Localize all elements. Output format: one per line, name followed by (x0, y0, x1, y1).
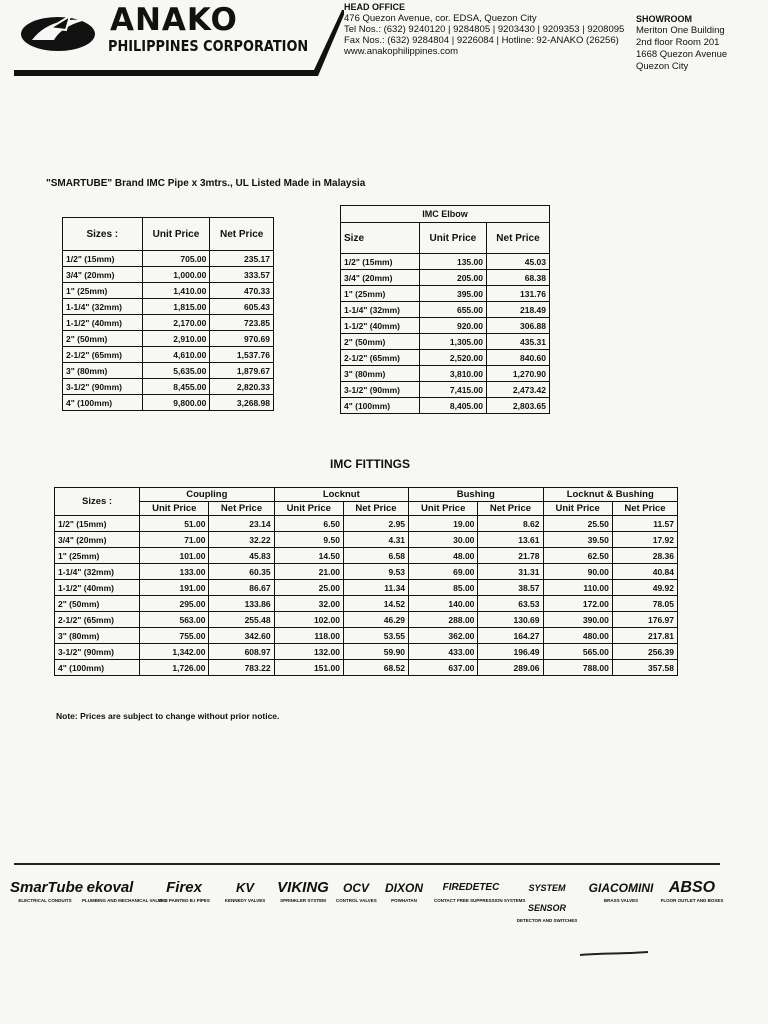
table-row (341, 366, 550, 382)
price-cell: 164.27 (478, 628, 543, 644)
brand-caption: KENNEDY VALVES (224, 898, 266, 903)
price-cell: 68.38 (486, 270, 549, 286)
smartube-title: "SMARTUBE" Brand IMC Pipe x 3mtrs., UL Listed Made in Malaysia (46, 178, 366, 189)
brand-caption: BRASS VALVES (603, 898, 639, 903)
elbow-caption: IMC Elbow (341, 206, 550, 223)
brand-caption: CONTROL VALVES (336, 898, 377, 903)
group-header: Coupling (140, 488, 274, 502)
brand-caption: SPRINKLER SYSTEM (280, 898, 326, 903)
brand-name: SYSTEM SENSOR (527, 883, 566, 913)
price-cell: 32.22 (209, 532, 274, 548)
price-cell: 605.43 (210, 299, 274, 315)
price-cell: 191.00 (140, 580, 209, 596)
price-cell: 470.33 (210, 283, 274, 299)
head-office-block (344, 2, 624, 57)
price-cell: 1,410.00 (142, 283, 210, 299)
brand-name: OCV (342, 881, 369, 895)
brand-name: Firex (166, 879, 202, 896)
size-cell: 1" (25mm) (63, 283, 143, 299)
price-cell: 45.83 (209, 548, 274, 564)
price-cell: 2,820.33 (210, 379, 274, 395)
table-row (63, 283, 274, 299)
table-row (55, 580, 678, 596)
price-cell: 71.00 (140, 532, 209, 548)
group-header: Locknut (274, 488, 408, 502)
column-header: Net Price (486, 223, 549, 254)
price-cell: 255.48 (209, 612, 274, 628)
anako-logo-icon (20, 10, 98, 54)
size-cell: 1" (25mm) (341, 286, 420, 302)
table-row (55, 596, 678, 612)
size-cell: 2" (50mm) (63, 331, 143, 347)
price-cell: 3,810.00 (419, 366, 486, 382)
table-row (55, 532, 678, 548)
column-header: Net Price (343, 502, 408, 516)
brand-logo-11 (656, 878, 728, 904)
price-cell: 13.61 (478, 532, 543, 548)
column-header: Net Price (478, 502, 543, 516)
table-row (341, 270, 550, 286)
price-cell: 11.57 (612, 516, 677, 532)
price-cell: 2,520.00 (419, 350, 486, 366)
price-cell: 205.00 (419, 270, 486, 286)
price-cell: 102.00 (274, 612, 343, 628)
column-header: Unit Price (140, 502, 209, 516)
price-cell: 565.00 (543, 644, 612, 660)
brand-logo-4 (222, 878, 268, 904)
table-row (341, 254, 550, 270)
size-cell: 2" (50mm) (55, 596, 140, 612)
price-cell: 130.69 (478, 612, 543, 628)
imc-fittings-table (54, 487, 678, 676)
size-cell: 1/2" (15mm) (341, 254, 420, 270)
table-row (55, 548, 678, 564)
size-cell: 2-1/2" (65mm) (63, 347, 143, 363)
brand-logo-7 (378, 878, 430, 904)
price-cell: 788.00 (543, 660, 612, 676)
brand-logo-9 (510, 878, 584, 924)
price-cell: 90.00 (543, 564, 612, 580)
size-cell: 2" (50mm) (341, 334, 420, 350)
column-header: Net Price (209, 502, 274, 516)
price-cell: 435.31 (486, 334, 549, 350)
brand-name: SmarTube (10, 879, 84, 896)
price-cell: 132.00 (274, 644, 343, 660)
table-row (341, 286, 550, 302)
price-cell: 755.00 (140, 628, 209, 644)
brand-caption: DETECTOR AND SWITCHES (516, 918, 578, 923)
price-cell: 21.78 (478, 548, 543, 564)
price-cell: 1,815.00 (142, 299, 210, 315)
price-cell: 39.50 (543, 532, 612, 548)
column-header: Unit Price (409, 502, 478, 516)
price-cell: 295.00 (140, 596, 209, 612)
price-cell: 176.97 (612, 612, 677, 628)
size-cell: 3-1/2" (90mm) (55, 644, 140, 660)
brand-logo-2 (82, 878, 167, 904)
price-cell: 8,455.00 (142, 379, 210, 395)
group-header: Bushing (409, 488, 543, 502)
brand-logo-5 (272, 878, 334, 904)
table-row (341, 334, 550, 350)
price-cell: 723.85 (210, 315, 274, 331)
price-cell: 69.00 (409, 564, 478, 580)
size-cell: 3/4" (20mm) (55, 532, 140, 548)
size-cell: 4" (100mm) (55, 660, 140, 676)
size-cell: 3" (80mm) (55, 628, 140, 644)
price-cell: 8,405.00 (419, 398, 486, 414)
price-cell: 655.00 (419, 302, 486, 318)
column-header: Unit Price (142, 218, 210, 251)
price-cell: 235.17 (210, 251, 274, 267)
price-cell: 333.57 (210, 267, 274, 283)
table-row (63, 267, 274, 283)
price-cell: 705.00 (142, 251, 210, 267)
price-cell: 45.03 (486, 254, 549, 270)
head-office-address: 476 Quezon Avenue, cor. EDSA, Quezon City (344, 13, 537, 24)
price-cell: 59.90 (343, 644, 408, 660)
size-cell: 1-1/2" (40mm) (341, 318, 420, 334)
brand-logo-10 (588, 878, 654, 904)
price-cell: 78.05 (612, 596, 677, 612)
price-cell: 4.31 (343, 532, 408, 548)
price-cell: 21.00 (274, 564, 343, 580)
price-cell: 7,415.00 (419, 382, 486, 398)
showroom-block (636, 13, 727, 73)
smartube-price-table (62, 217, 274, 411)
brand-name: KV (235, 880, 255, 895)
price-cell: 23.14 (209, 516, 274, 532)
price-cell: 48.00 (409, 548, 478, 564)
column-header: Size (341, 223, 420, 254)
brand-caption: RED PAINTED B.I PIPES (158, 898, 210, 903)
price-cell: 8.62 (478, 516, 543, 532)
price-cell: 2,803.65 (486, 398, 549, 414)
table-row (341, 350, 550, 366)
brand-logo-8 (434, 878, 526, 904)
showroom-line2: 2nd floor Room 201 (636, 37, 720, 48)
brand-caption: ELECTRICAL CONDUITS (18, 898, 72, 903)
price-cell: 25.50 (543, 516, 612, 532)
footer-divider (14, 863, 720, 865)
showroom-line3: 1668 Quezon Avenue (636, 49, 728, 60)
brand-logo-3 (144, 878, 224, 904)
size-cell: 1/2" (15mm) (63, 251, 143, 267)
price-cell: 6.58 (343, 548, 408, 564)
table-row (63, 395, 274, 411)
brand-name: DIXON (384, 881, 423, 895)
price-cell: 196.49 (478, 644, 543, 660)
price-cell: 920.00 (419, 318, 486, 334)
size-cell: 1" (25mm) (55, 548, 140, 564)
price-cell: 9,800.00 (142, 395, 210, 411)
brand-caption: PLUMBING AND MECHANICAL VALVES (82, 898, 167, 903)
price-cell: 101.00 (140, 548, 209, 564)
price-cell: 563.00 (140, 612, 209, 628)
price-cell: 11.34 (343, 580, 408, 596)
price-cell: 53.55 (343, 628, 408, 644)
price-cell: 395.00 (419, 286, 486, 302)
size-cell: 3/4" (20mm) (63, 267, 143, 283)
price-cell: 2,473.42 (486, 382, 549, 398)
price-cell: 1,879.67 (210, 363, 274, 379)
table-row (63, 299, 274, 315)
elbow-rows (341, 254, 550, 414)
showroom-line1: Meriton One Building (636, 25, 725, 36)
size-cell: 4" (100mm) (341, 398, 420, 414)
price-cell: 68.52 (343, 660, 408, 676)
brand-name: ekoval (86, 879, 134, 896)
brand-caption: FLOOR OUTLET AND BOXES (660, 898, 724, 903)
size-cell: 3" (80mm) (341, 366, 420, 382)
price-cell: 2,910.00 (142, 331, 210, 347)
brand-caption: POWHATAN (391, 898, 417, 903)
smartube-rows (63, 251, 274, 411)
size-cell: 3-1/2" (90mm) (63, 379, 143, 395)
price-note: Note: Prices are subject to change without prior notice. (56, 711, 280, 721)
price-cell: 1,342.00 (140, 644, 209, 660)
price-cell: 86.67 (209, 580, 274, 596)
price-cell: 62.50 (543, 548, 612, 564)
table-row (63, 251, 274, 267)
price-cell: 118.00 (274, 628, 343, 644)
price-cell: 2,170.00 (142, 315, 210, 331)
price-cell: 172.00 (543, 596, 612, 612)
table-row (63, 347, 274, 363)
brand-name: FIREDETEC (442, 882, 500, 893)
table-row (55, 660, 678, 676)
price-cell: 1,537.76 (210, 347, 274, 363)
price-cell: 217.81 (612, 628, 677, 644)
head-office-tel: Tel Nos.: (632) 9240120 | 9284805 | 9203430 | 9209353 | 9208095 (344, 24, 625, 35)
table-row (63, 331, 274, 347)
price-cell: 357.58 (612, 660, 677, 676)
table-row (341, 398, 550, 414)
price-cell: 3,268.98 (210, 395, 274, 411)
price-cell: 1,000.00 (142, 267, 210, 283)
price-cell: 17.92 (612, 532, 677, 548)
table-row (341, 382, 550, 398)
brand-name: ABSO (668, 879, 716, 896)
price-cell: 38.57 (478, 580, 543, 596)
table-row (55, 628, 678, 644)
price-cell: 19.00 (409, 516, 478, 532)
column-header: Unit Price (274, 502, 343, 516)
price-cell: 51.00 (140, 516, 209, 532)
head-office-fax: Fax Nos.: (632) 9284804 | 9226084 | Hotline: 92-ANAKO (26256) (344, 35, 619, 46)
brand-caption: CONTACT FREE SUPPRESSION SYSTEMS (434, 898, 526, 903)
price-cell: 256.39 (612, 644, 677, 660)
price-cell: 31.31 (478, 564, 543, 580)
size-cell: 3/4" (20mm) (341, 270, 420, 286)
fittings-rows (55, 516, 678, 676)
price-cell: 14.50 (274, 548, 343, 564)
imc-elbow-table (340, 205, 550, 414)
price-cell: 131.76 (486, 286, 549, 302)
table-row (341, 318, 550, 334)
price-cell: 40.84 (612, 564, 677, 580)
price-cell: 362.00 (409, 628, 478, 644)
price-cell: 1,726.00 (140, 660, 209, 676)
price-cell: 218.49 (486, 302, 549, 318)
fittings-title: IMC FITTINGS (330, 457, 410, 471)
size-cell: 4" (100mm) (63, 395, 143, 411)
price-cell: 135.00 (419, 254, 486, 270)
brand-subtitle: PHILIPPINES CORPORATION (108, 37, 309, 55)
price-cell: 433.00 (409, 644, 478, 660)
column-header: Sizes : (55, 488, 140, 516)
price-cell: 288.00 (409, 612, 478, 628)
size-cell: 1/2" (15mm) (55, 516, 140, 532)
price-cell: 110.00 (543, 580, 612, 596)
size-cell: 1-1/4" (32mm) (55, 564, 140, 580)
price-cell: 140.00 (409, 596, 478, 612)
table-row (55, 644, 678, 660)
price-cell: 306.88 (486, 318, 549, 334)
head-office-website: www.anakophilippines.com (344, 46, 459, 57)
price-cell: 25.00 (274, 580, 343, 596)
price-cell: 342.60 (209, 628, 274, 644)
size-cell: 3-1/2" (90mm) (341, 382, 420, 398)
brand-name: GIACOMINI (588, 881, 654, 895)
price-cell: 2.95 (343, 516, 408, 532)
price-cell: 151.00 (274, 660, 343, 676)
price-cell: 32.00 (274, 596, 343, 612)
column-header: Unit Price (543, 502, 612, 516)
price-cell: 133.86 (209, 596, 274, 612)
pen-mark (580, 947, 650, 959)
size-cell: 2-1/2" (65mm) (55, 612, 140, 628)
table-row (63, 363, 274, 379)
price-cell: 1,270.90 (486, 366, 549, 382)
brand-name: VIKING (277, 879, 329, 896)
price-cell: 970.69 (210, 331, 274, 347)
table-row (63, 379, 274, 395)
showroom-line4: Quezon City (636, 61, 689, 72)
price-cell: 5,635.00 (142, 363, 210, 379)
price-cell: 49.92 (612, 580, 677, 596)
price-cell: 9.50 (274, 532, 343, 548)
table-row (341, 302, 550, 318)
price-cell: 783.22 (209, 660, 274, 676)
column-header: Net Price (210, 218, 274, 251)
table-row (63, 315, 274, 331)
head-office-label: HEAD OFFICE (344, 2, 406, 12)
price-cell: 1,305.00 (419, 334, 486, 350)
price-cell: 6.50 (274, 516, 343, 532)
group-header: Locknut & Bushing (543, 488, 678, 502)
price-cell: 28.36 (612, 548, 677, 564)
brand-logo-6 (336, 878, 376, 904)
brand-name: ANAKO (110, 2, 238, 38)
price-cell: 85.00 (409, 580, 478, 596)
table-row (55, 564, 678, 580)
price-cell: 608.97 (209, 644, 274, 660)
size-cell: 2-1/2" (65mm) (341, 350, 420, 366)
price-cell: 60.35 (209, 564, 274, 580)
price-cell: 637.00 (409, 660, 478, 676)
size-cell: 1-1/2" (40mm) (55, 580, 140, 596)
table-row (55, 516, 678, 532)
price-cell: 46.29 (343, 612, 408, 628)
size-cell: 1-1/4" (32mm) (63, 299, 143, 315)
footer-brand-strip (10, 878, 730, 928)
price-cell: 9.53 (343, 564, 408, 580)
price-cell: 133.00 (140, 564, 209, 580)
price-cell: 480.00 (543, 628, 612, 644)
price-cell: 390.00 (543, 612, 612, 628)
size-cell: 1-1/2" (40mm) (63, 315, 143, 331)
brand-logo-1 (10, 878, 84, 904)
size-cell: 3" (80mm) (63, 363, 143, 379)
price-cell: 289.06 (478, 660, 543, 676)
price-cell: 4,610.00 (142, 347, 210, 363)
price-cell: 840.60 (486, 350, 549, 366)
column-header: Unit Price (419, 223, 486, 254)
column-header: Net Price (612, 502, 677, 516)
price-cell: 30.00 (409, 532, 478, 548)
column-header: Sizes : (63, 218, 143, 251)
price-cell: 14.52 (343, 596, 408, 612)
table-row (55, 612, 678, 628)
price-cell: 63.53 (478, 596, 543, 612)
size-cell: 1-1/4" (32mm) (341, 302, 420, 318)
showroom-label: SHOWROOM (636, 14, 692, 24)
